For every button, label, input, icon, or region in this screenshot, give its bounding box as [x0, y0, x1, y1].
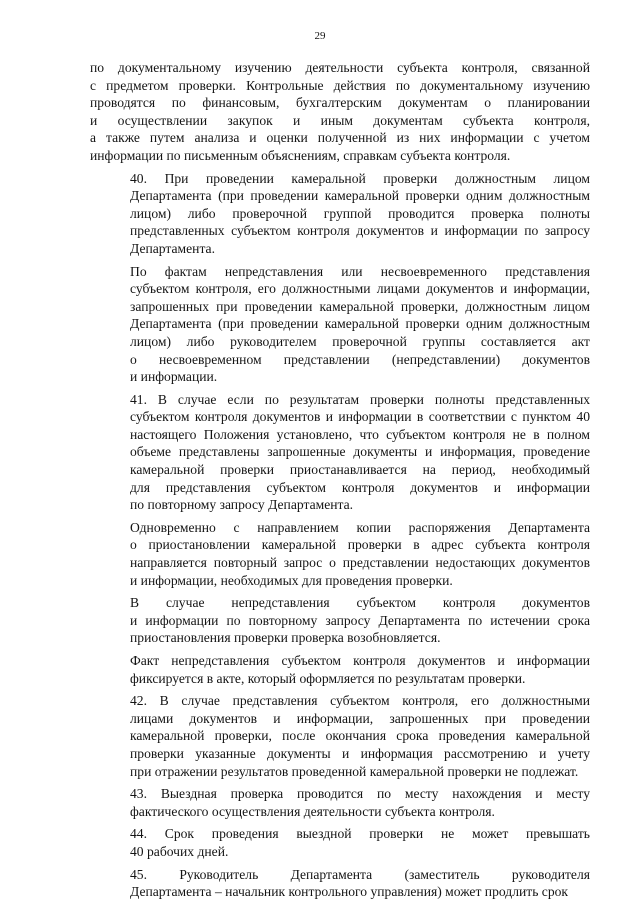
paragraph: [90, 866, 590, 901]
text-line: объеме представлены запрошенные документы и информация, проведение: [130, 444, 590, 460]
text-line: представленных субъектом контроля документов и информации по запросу: [130, 223, 590, 239]
text-line: и осуществлении закупок и иным документам субъекта контроля,: [90, 112, 590, 128]
text-line: камеральной проверки, после окончания срока проведения камеральной: [130, 728, 590, 744]
text-line: камеральной проверки приостанавливается на период, необходимый: [130, 462, 590, 478]
text-line: проверки указанные документы и информация рассмотрению и учету: [130, 745, 590, 761]
text-line: информации по письменным объяснениям, справкам субъекта контроля.: [90, 147, 511, 163]
text-line: 41. В случае если по результатам проверки полноты представленных: [130, 391, 590, 407]
text-line: лицом) либо руководителем проверочной группы составляется акт: [130, 333, 590, 349]
text-line: субъектом контроля, его должностными лицами документов и информации,: [130, 281, 590, 297]
document-body: [90, 59, 590, 906]
text-line: Одновременно с направлением копии распоряжения Департамента: [130, 519, 590, 535]
text-line: при отражении результатов проведенной камеральной проверки не подлежат.: [130, 763, 579, 779]
text-line: Департамента.: [130, 240, 215, 256]
paragraph: [90, 652, 590, 687]
page-number: 29: [314, 30, 326, 42]
text-line: фактического осуществления деятельности субъекта контроля.: [130, 803, 495, 819]
paragraph: [90, 59, 590, 165]
paragraph: [90, 170, 590, 258]
text-line: проводятся по финансовым, бухгалтерским документам о планировании: [90, 95, 590, 111]
text-line: а также путем анализа и оценки полученной из них информации с учетом: [90, 130, 590, 146]
text-line: 40 рабочих дней.: [130, 843, 229, 859]
text-line: Департамента (при проведении камеральной проверки одним должностным: [130, 188, 590, 204]
paragraph: [90, 594, 590, 647]
text-line: лицом) либо проверочной группой проводится проверка полноты: [130, 205, 590, 221]
text-line: Факт непредставления субъектом контроля документов и информации: [130, 653, 590, 668]
text-line: о приостановлении камеральной проверки в адрес субъекта контроля: [130, 537, 590, 553]
paragraph: [90, 391, 590, 514]
text-line: и информации по повторному запросу Департамента по истечении срока: [130, 612, 590, 628]
paragraph: [90, 263, 590, 386]
text-line: настоящего Положения установлено, что субъектом контроля не в полном: [130, 426, 590, 442]
text-line: о несвоевременном представлении (непредставлении) документов: [130, 351, 590, 367]
text-line: 44. Срок проведения выездной проверки не может превышать: [130, 826, 590, 842]
text-line: 43. Выездная проверка проводится по месту нахождения и месту: [130, 786, 590, 802]
paragraph: [90, 692, 590, 780]
paragraph: [90, 785, 590, 820]
text-line: субъектом контроля документов и информации в соответствии с пунктом 40: [130, 409, 590, 425]
text-line: для представления субъектом контроля документов и информации: [130, 479, 590, 495]
text-line: лицами документов и информации, запрошенных при проведении: [130, 710, 590, 726]
text-line: по документальному изучению деятельности субъекта контроля, связанной: [90, 60, 590, 75]
text-line: Департамента – начальник контрольного управления) может продлить срок: [130, 884, 569, 900]
text-line: с предметом проверки. Контрольные действия по документальному изучению: [90, 77, 590, 93]
text-line: и информации, необходимых для проведения проверки.: [130, 572, 453, 588]
text-line: По фактам непредставления или несвоевременного представления: [130, 263, 590, 279]
text-line: 40. При проведении камеральной проверки должностным лицом: [130, 170, 590, 186]
text-line: направляется повторный запрос о представлении недостающих документов: [130, 555, 590, 571]
text-line: фиксируется в акте, который оформляется по результатам проверки.: [130, 670, 526, 686]
text-line: 42. В случае представления субъектом контроля, его должностными: [130, 693, 590, 709]
paragraph: [90, 519, 590, 589]
text-line: приостановления проверки проверка возобновляется.: [130, 630, 441, 646]
text-line: по повторному запросу Департамента.: [130, 497, 354, 513]
text-line: 45. Руководитель Департамента (заместитель руководителя: [130, 866, 590, 882]
text-line: В случае непредставления субъектом контроля документов: [130, 595, 590, 611]
paragraph: [90, 825, 590, 860]
text-line: и информации.: [130, 369, 218, 385]
text-line: запрошенных при проведении камеральной проверки, должностным лицом: [130, 298, 590, 314]
text-line: Департамента (при проведении камеральной проверки одним должностным: [130, 316, 590, 332]
